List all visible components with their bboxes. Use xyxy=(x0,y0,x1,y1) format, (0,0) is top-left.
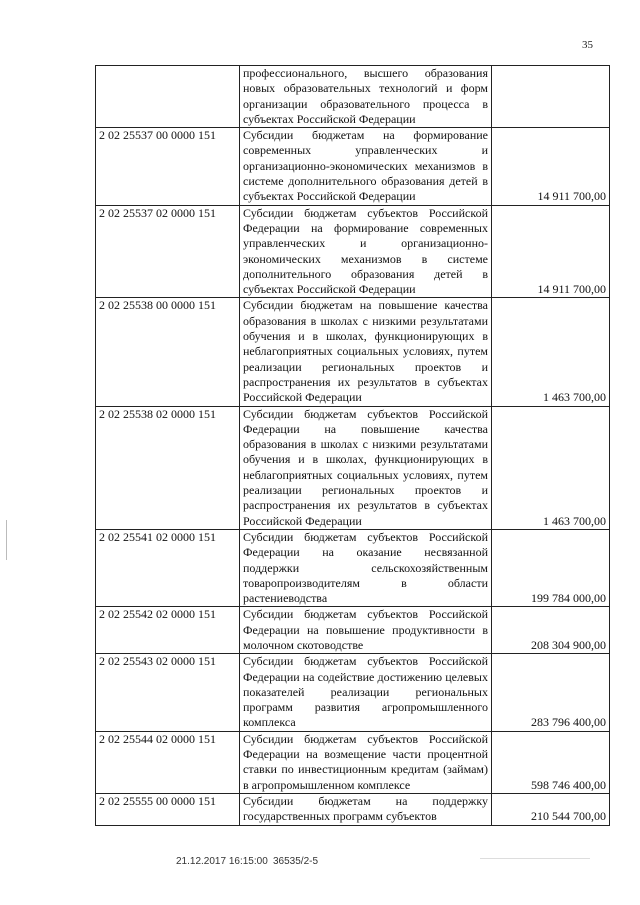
name-cell: Субсидии бюджетам субъектов Российской Федерации на содействие достижению целевых показателей реализации региональных программ развития агропромышленного комплекса xyxy=(240,654,492,731)
name-cell: Субсидии бюджетам субъектов Российской Федерации на оказание несвязанной поддержки сельскохозяйственным товаропроизводителям в области растениеводства xyxy=(240,529,492,606)
amount-cell: 208 304 900,00 xyxy=(492,607,610,654)
code-cell: 2 02 25541 02 0000 151 xyxy=(96,529,240,606)
name-cell: Субсидии бюджетам субъектов Российской Федерации на повышение продуктивности в молочном скотоводстве xyxy=(240,607,492,654)
scan-artifact-left xyxy=(6,520,7,560)
amount-cell: 1 463 700,00 xyxy=(492,406,610,529)
budget-table-body xyxy=(96,66,610,826)
name-cell: Субсидии бюджетам субъектов Российской Федерации на формирование современных управленческих и организационно-экономических механизмов в системе дополнительного образования детей в субъектах Российской Федерации xyxy=(240,205,492,298)
name-cell: профессионального, высшего образования новых образовательных технологий и форм организации образовательного процесса в субъектах Российской Федерации xyxy=(240,66,492,128)
amount-cell: 598 746 400,00 xyxy=(492,731,610,793)
footer-timestamp: 21.12.2017 16:15:00 xyxy=(176,856,268,867)
code-cell xyxy=(96,66,240,128)
budget-table xyxy=(95,65,610,826)
amount-cell: 199 784 000,00 xyxy=(492,529,610,606)
footer-document-number: 36535/2-5 xyxy=(273,856,319,867)
table-row xyxy=(96,298,610,406)
table-row xyxy=(96,205,610,298)
amount-cell: 210 544 700,00 xyxy=(492,793,610,825)
table-row xyxy=(96,793,610,825)
amount-cell: 283 796 400,00 xyxy=(492,654,610,731)
page-number: 35 xyxy=(582,39,593,51)
code-cell: 2 02 25537 02 0000 151 xyxy=(96,205,240,298)
amount-cell: 14 911 700,00 xyxy=(492,205,610,298)
code-cell: 2 02 25555 00 0000 151 xyxy=(96,793,240,825)
amount-cell: 1 463 700,00 xyxy=(492,298,610,406)
name-cell: Субсидии бюджетам субъектов Российской Федерации на возмещение части процентной ставки по инвестиционным кредитам (займам) в агропромышленном комплексе xyxy=(240,731,492,793)
code-cell: 2 02 25542 02 0000 151 xyxy=(96,607,240,654)
amount-cell xyxy=(492,66,610,128)
code-cell: 2 02 25538 00 0000 151 xyxy=(96,298,240,406)
table-row xyxy=(96,654,610,731)
table-row xyxy=(96,529,610,606)
name-cell: Субсидии бюджетам на повышение качества образования в школах с низкими результатами обучения и в школах, функционирующих в неблагоприятных социальных условиях, путем реализации региональных проектов и распространения их результатов в субъектах Российской Федерации xyxy=(240,298,492,406)
code-cell: 2 02 25538 02 0000 151 xyxy=(96,406,240,529)
amount-cell: 14 911 700,00 xyxy=(492,128,610,205)
code-cell: 2 02 25543 02 0000 151 xyxy=(96,654,240,731)
table-row xyxy=(96,731,610,793)
table-row xyxy=(96,66,610,128)
scan-artifact-bottom xyxy=(480,858,590,859)
code-cell: 2 02 25544 02 0000 151 xyxy=(96,731,240,793)
name-cell: Субсидии бюджетам на формирование современных управленческих и организационно-экономических механизмов в системе дополнительного образования детей в субъектах Российской Федерации xyxy=(240,128,492,205)
table-row xyxy=(96,128,610,205)
table-row xyxy=(96,607,610,654)
code-cell: 2 02 25537 00 0000 151 xyxy=(96,128,240,205)
name-cell: Субсидии бюджетам субъектов Российской Федерации на повышение качества образования в школах с низкими результатами обучения и в школах, функционирующих в неблагоприятных социальных условиях, путем реализации региональных проектов и распространения их результатов в субъектах Российской Федерации xyxy=(240,406,492,529)
table-row xyxy=(96,406,610,529)
name-cell: Субсидии бюджетам на поддержку государственных программ субъектов xyxy=(240,793,492,825)
